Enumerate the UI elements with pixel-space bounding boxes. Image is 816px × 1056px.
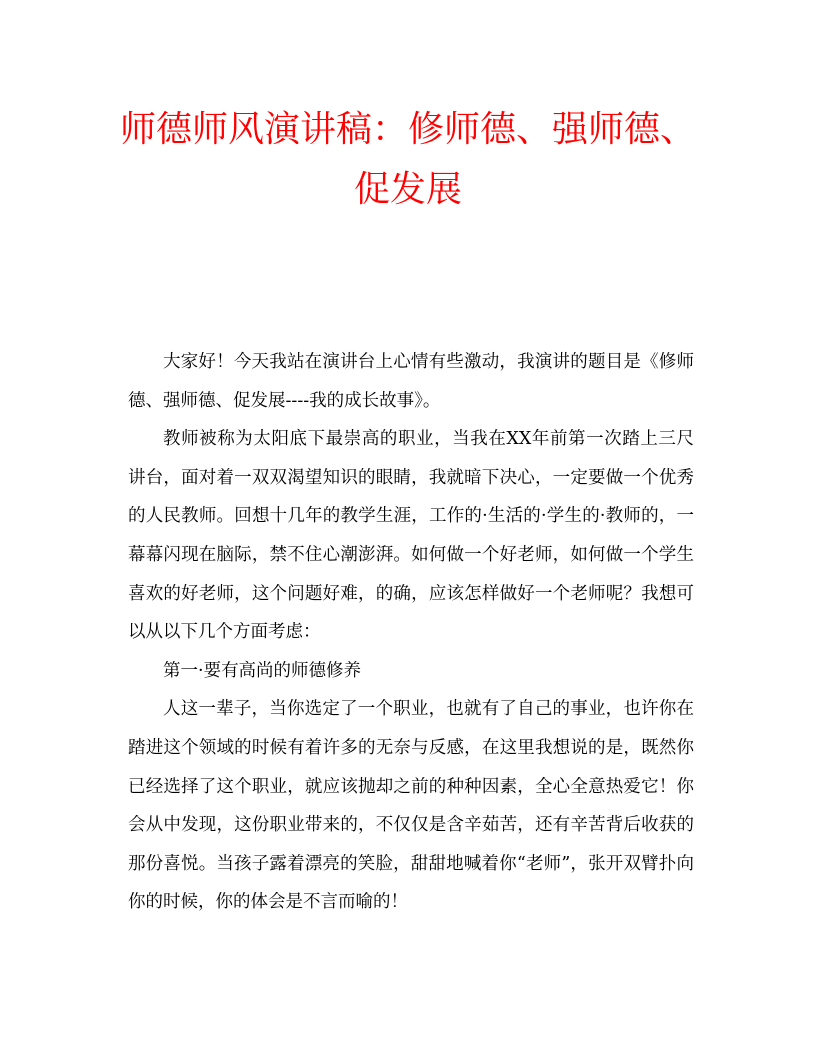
paragraph-greeting: 大家好！今天我站在演讲台上心情有些激动，我演讲的题目是《修师德、强师德、促发展----我的成长故事》。 xyxy=(128,352,694,411)
section-heading: 第一·要有高尚的师德修养 xyxy=(163,660,362,681)
document-title: 师德师风演讲稿：修师德、强师德、促发展 xyxy=(119,109,696,210)
paragraph-introduction: 教师被称为太阳底下最崇高的职业，当我在XX年前第一次踏上三尺讲台，面对着一双双渴望知识的眼睛，我就暗下决心，一定要做一个优秀的人民教师。回想十几年的教学生涯，工作的·生活的·学生的·教师的，一幕幕闪现在脑际，禁不住心潮澎湃。如何做一个好老师，如何做一个学生喜欢的好老师，这个问题好难，的确，应该怎样做好一个老师呢？我想可以从以下几个方面考虑： xyxy=(128,429,694,643)
document-body xyxy=(128,343,694,922)
paragraph-career-choice: 人这一辈子，当你选定了一个职业，也就有了自己的事业，也许你在踏进这个领域的时候有着许多的无奈与反感，在这里我想说的是，既然你已经选择了这个职业，就应该抛却之前的种种因素，全心全意热爱它！你会从中发现，这份职业带来的，不仅仅是含辛茹苦，还有辛苦背后收获的那份喜悦。当孩子露着漂亮的笑脸，甜甜地喊着你“老师”，张开双臂扑向你的时候，你的体会是不言而喻的！ xyxy=(128,699,694,913)
